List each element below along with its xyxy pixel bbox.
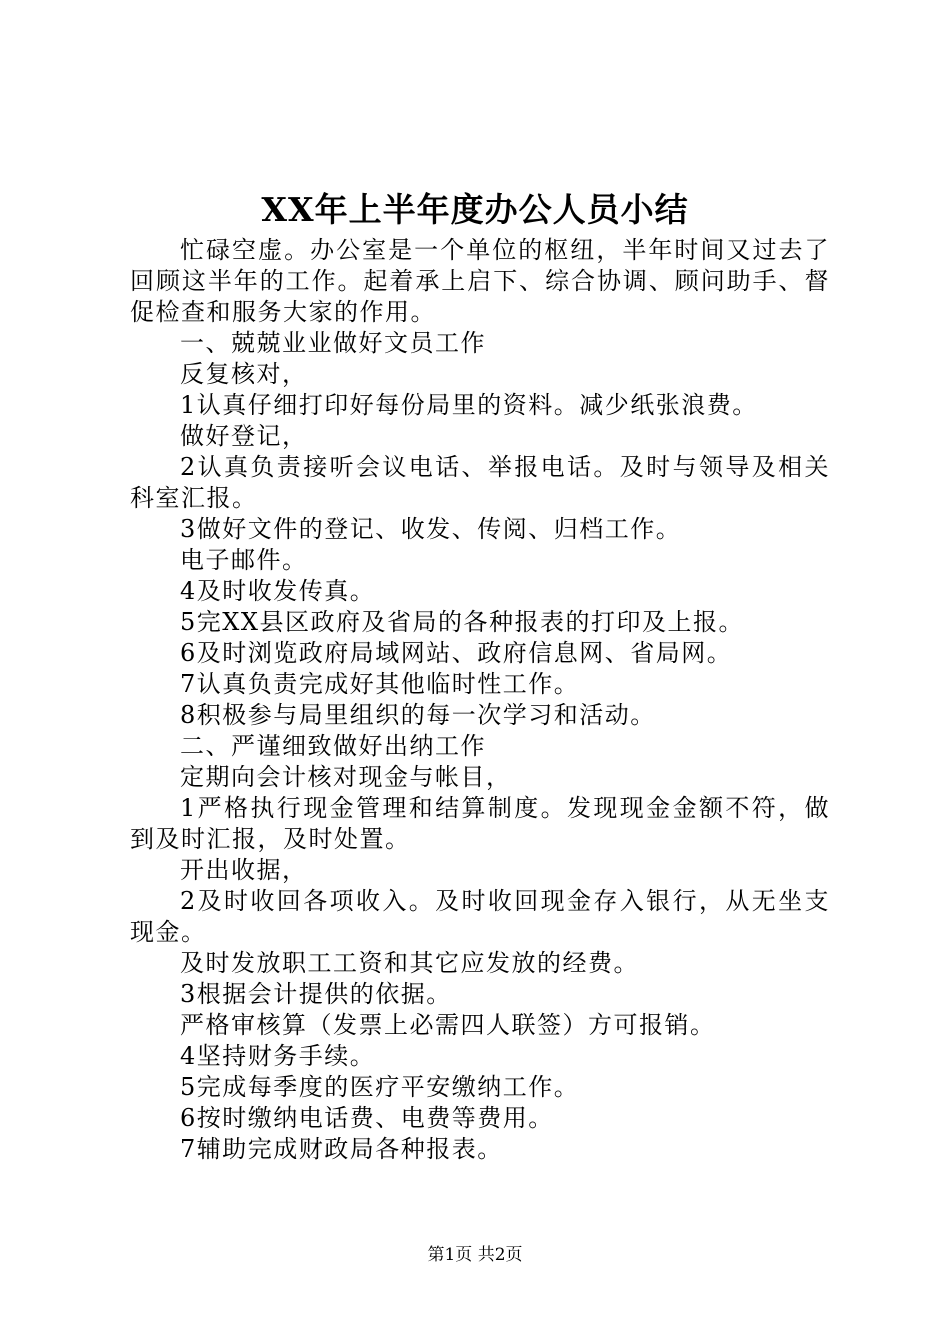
list-item: 3根据会计提供的依据。	[180, 980, 452, 1008]
list-item: 2认真负责接听会议电话、举报电话。及时与领导及相关科室汇报。	[130, 453, 830, 512]
list-item: 8积极参与局里组织的每一次学习和活动。	[180, 701, 656, 729]
paragraph: 做好登记，	[180, 422, 308, 450]
list-item: 5完XX县区政府及省局的各种报表的打印及上报。	[180, 608, 744, 636]
paragraph: 反复核对，	[180, 360, 308, 388]
list-item: 7认真负责完成好其他临时性工作。	[180, 670, 580, 698]
paragraph: 电子邮件。	[180, 546, 308, 574]
list-item: 1严格执行现金管理和结算制度。发现现金金额不符，做到及时汇报，及时处置。	[130, 794, 830, 853]
list-item: 4坚持财务手续。	[180, 1042, 376, 1070]
list-item: 6按时缴纳电话费、电费等费用。	[180, 1104, 554, 1132]
paragraph: 及时发放职工工资和其它应发放的经费。	[180, 949, 639, 977]
paragraph: 严格审核算（发票上必需四人联签）方可报销。	[180, 1011, 716, 1039]
list-item: 2及时收回各项收入。及时收回现金存入银行，从无坐支现金。	[130, 887, 830, 946]
document-title: XX年上半年度办公人员小结	[261, 190, 689, 229]
list-item: 6及时浏览政府局域网站、政府信息网、省局网。	[180, 639, 733, 667]
paragraph: 定期向会计核对现金与帐目，	[180, 763, 512, 791]
page-number-footer: 第1页 共2页	[427, 1245, 523, 1265]
paragraph: 开出收据，	[180, 856, 308, 884]
document-body	[130, 235, 830, 1165]
list-item: 7辅助完成财政局各种报表。	[180, 1135, 503, 1163]
list-item: 5完成每季度的医疗平安缴纳工作。	[180, 1073, 580, 1101]
section-heading: 二、严谨细致做好出纳工作	[180, 732, 486, 760]
list-item: 4及时收发传真。	[180, 577, 376, 605]
list-item: 1认真仔细打印好每份局里的资料。减少纸张浪费。	[180, 391, 758, 419]
paragraph: 忙碌空虚。办公室是一个单位的枢纽，半年时间又过去了回顾这半年的工作。起着承上启下、综合协调、顾问助手、督促检查和服务大家的作用。	[130, 236, 830, 326]
section-heading: 一、兢兢业业做好文员工作	[180, 329, 486, 357]
list-item: 3做好文件的登记、收发、传阅、归档工作。	[180, 515, 682, 543]
